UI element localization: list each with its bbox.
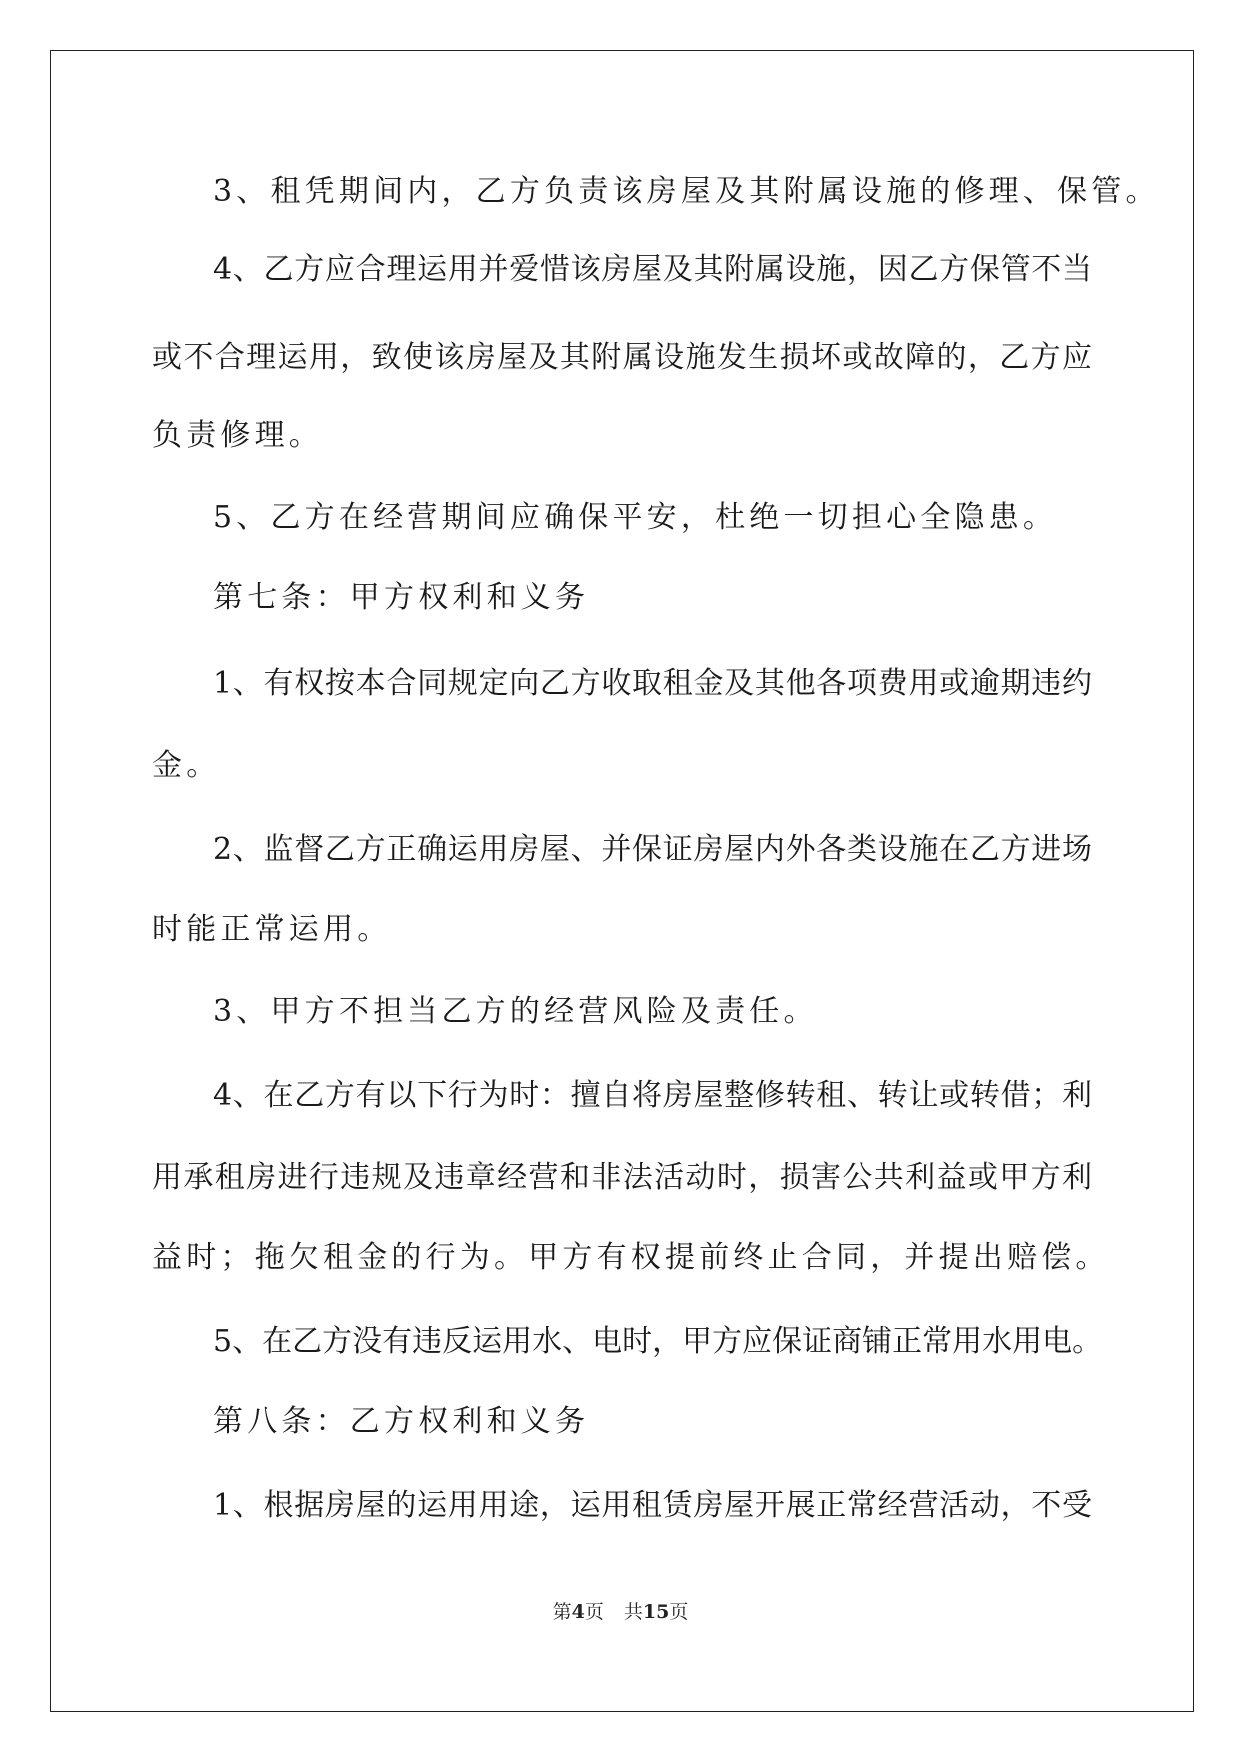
text-line: 5、乙方在经营期间应确保平安，杜绝一切担心全隐患。 <box>213 500 1058 535</box>
text-line: 1、根据房屋的运用用途，运用租赁房屋开展正常经营活动，不受 <box>213 1488 1092 1523</box>
page-number-prefix: 第 <box>552 1601 572 1623</box>
page-number-suffix: 页 <box>584 1601 604 1623</box>
page-footer <box>0 1600 1241 1624</box>
section-heading: 第七条：甲方权利和义务 <box>213 580 590 615</box>
text-line: 3、甲方不担当乙方的经营风险及责任。 <box>213 994 818 1029</box>
text-line: 用承租房进行违规及违章经营和非法活动时，损害公共利益或甲方利 <box>152 1160 1092 1195</box>
text-line: 1、有权按本合同规定向乙方收取租金及其他各项费用或逾期违约 <box>213 666 1092 701</box>
text-line: 5、在乙方没有违反运用水、电时，甲方应保证商铺正常用水用电。 <box>213 1324 1103 1359</box>
text-line: 益时；拖欠租金的行为。甲方有权提前终止合同，并提出赔偿。 <box>152 1240 1110 1275</box>
total-pages-prefix: 共 <box>623 1601 643 1623</box>
text-line: 2、监督乙方正确运用房屋、并保证房屋内外各类设施在乙方进场 <box>213 832 1092 867</box>
total-pages: 15 <box>642 1601 670 1623</box>
text-line: 金。 <box>152 748 221 783</box>
total-pages-suffix: 页 <box>669 1601 689 1623</box>
section-heading: 第八条：乙方权利和义务 <box>213 1404 590 1439</box>
page-number: 4 <box>571 1601 585 1623</box>
text-line: 4、在乙方有以下行为时：擅自将房屋整修转租、转让或转借；利 <box>213 1078 1092 1113</box>
text-line: 或不合理运用，致使该房屋及其附属设施发生损坏或故障的，乙方应 <box>152 340 1092 375</box>
text-line: 4、乙方应合理运用并爱惜该房屋及其附属设施，因乙方保管不当 <box>213 252 1092 287</box>
text-line: 负责修理。 <box>152 418 323 453</box>
text-line: 3、租凭期间内，乙方负责该房屋及其附属设施的修理、保管。 <box>213 174 1160 209</box>
text-line: 时能正常运用。 <box>152 912 392 947</box>
page-border <box>50 50 1194 1712</box>
